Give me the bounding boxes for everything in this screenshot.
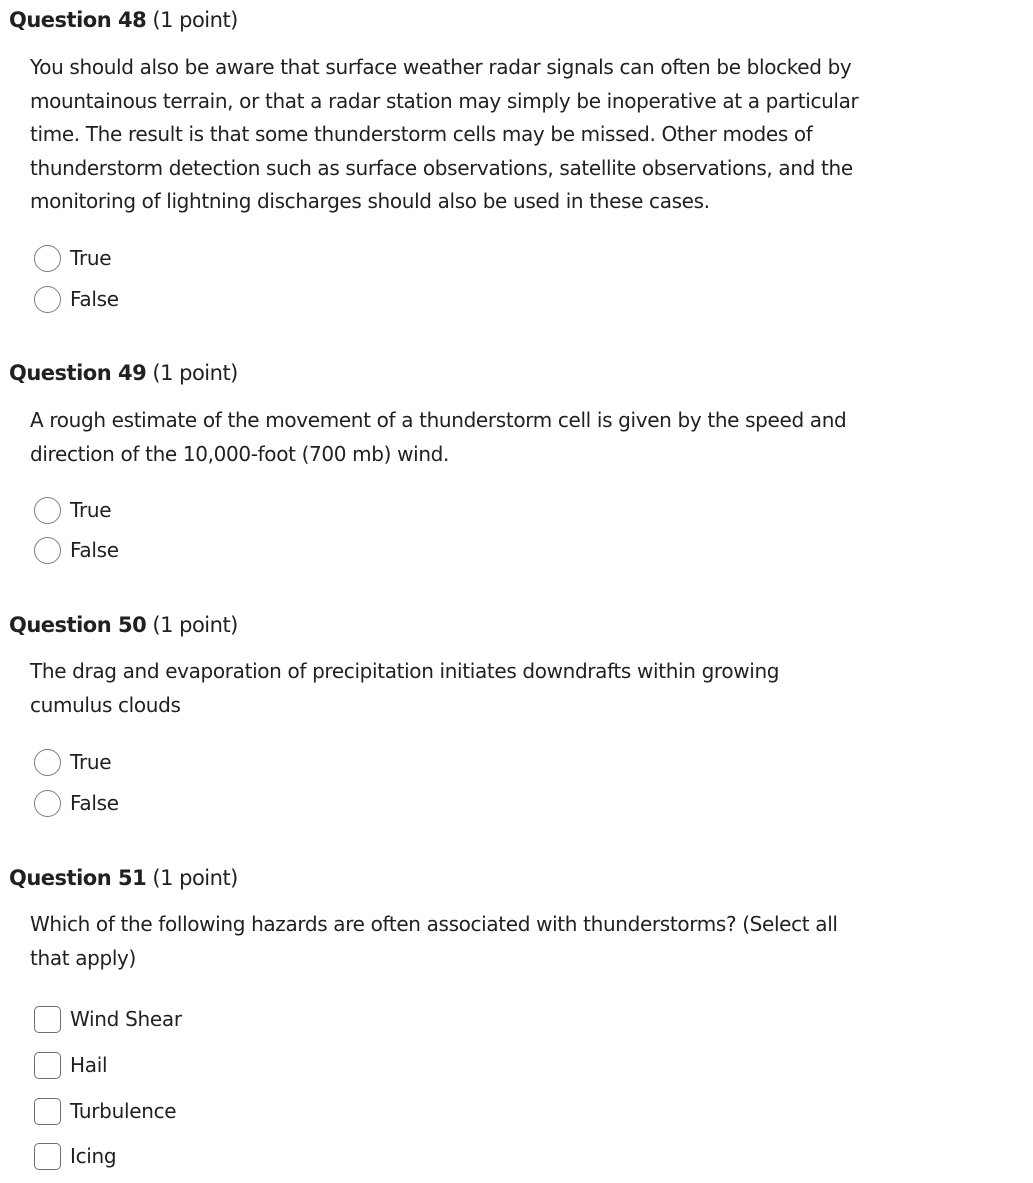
question-text-line: The drag and evaporation of precipitation initiates downdrafts within growing [30,659,780,683]
question-points: (1 point) [152,613,238,637]
question-points: (1 point) [152,8,238,32]
option-true[interactable] [34,747,111,777]
checkbox[interactable] [34,1098,61,1125]
option-hail[interactable] [34,1050,107,1080]
option-label: True [70,498,112,522]
checkbox[interactable] [34,1143,61,1170]
question-text-line: that apply) [30,945,136,970]
option-label: False [70,287,119,311]
checkbox[interactable] [34,1006,61,1033]
question-text [30,404,910,471]
question-points: (1 point) [152,361,238,385]
option-true[interactable] [34,243,111,273]
question-title: Question 49 [9,361,147,385]
radio-button[interactable] [34,245,61,272]
question-text-line: direction of the 10,000-foot (700 mb) wind. [30,441,449,466]
question-text-line: thunderstorm detection such as surface observations, satellite observations, and the [30,155,853,180]
question-text-line: A rough estimate of the movement of a thunderstorm cell is given by the speed and [30,408,847,432]
question-header [9,6,238,34]
question-text-line: You should also be aware that surface weather radar signals can often be blocked by [30,55,852,79]
radio-button[interactable] [34,537,61,564]
question-text-line: cumulus clouds [30,692,181,717]
option-icing[interactable] [34,1141,116,1171]
option-label: Wind Shear [70,1007,182,1031]
option-label: Hail [70,1053,108,1077]
option-false[interactable] [34,788,119,818]
option-turbulence[interactable] [34,1096,176,1126]
option-label: True [70,246,112,270]
question-text-line: time. The result is that some thunderstorm cells may be missed. Other modes of [30,122,813,146]
question-text-line: Which of the following hazards are often associated with thunderstorms? (Select all [30,912,838,936]
question-points: (1 point) [152,866,238,890]
question-header [9,611,238,639]
option-label: False [70,791,119,815]
option-wind-shear[interactable] [34,1004,182,1034]
question-text [30,655,910,722]
question-text [30,908,910,975]
option-true[interactable] [34,495,111,525]
radio-button[interactable] [34,749,61,776]
radio-button[interactable] [34,286,61,313]
question-title: Question 50 [9,613,147,637]
option-label: Turbulence [70,1099,177,1123]
question-title: Question 48 [9,8,147,32]
question-title: Question 51 [9,866,147,890]
question-header [9,864,238,892]
question-header [9,359,238,387]
question-text-line: mountainous terrain, or that a radar station may simply be inoperative at a particular [30,88,859,113]
question-text [30,51,910,219]
checkbox[interactable] [34,1052,61,1079]
option-false[interactable] [34,535,119,565]
question-text-line: monitoring of lightning discharges should also be used in these cases. [30,189,710,213]
radio-button[interactable] [34,790,61,817]
option-label: False [70,538,119,562]
radio-button[interactable] [34,497,61,524]
option-label: True [70,750,112,774]
option-false[interactable] [34,284,119,314]
option-label: Icing [70,1144,117,1168]
